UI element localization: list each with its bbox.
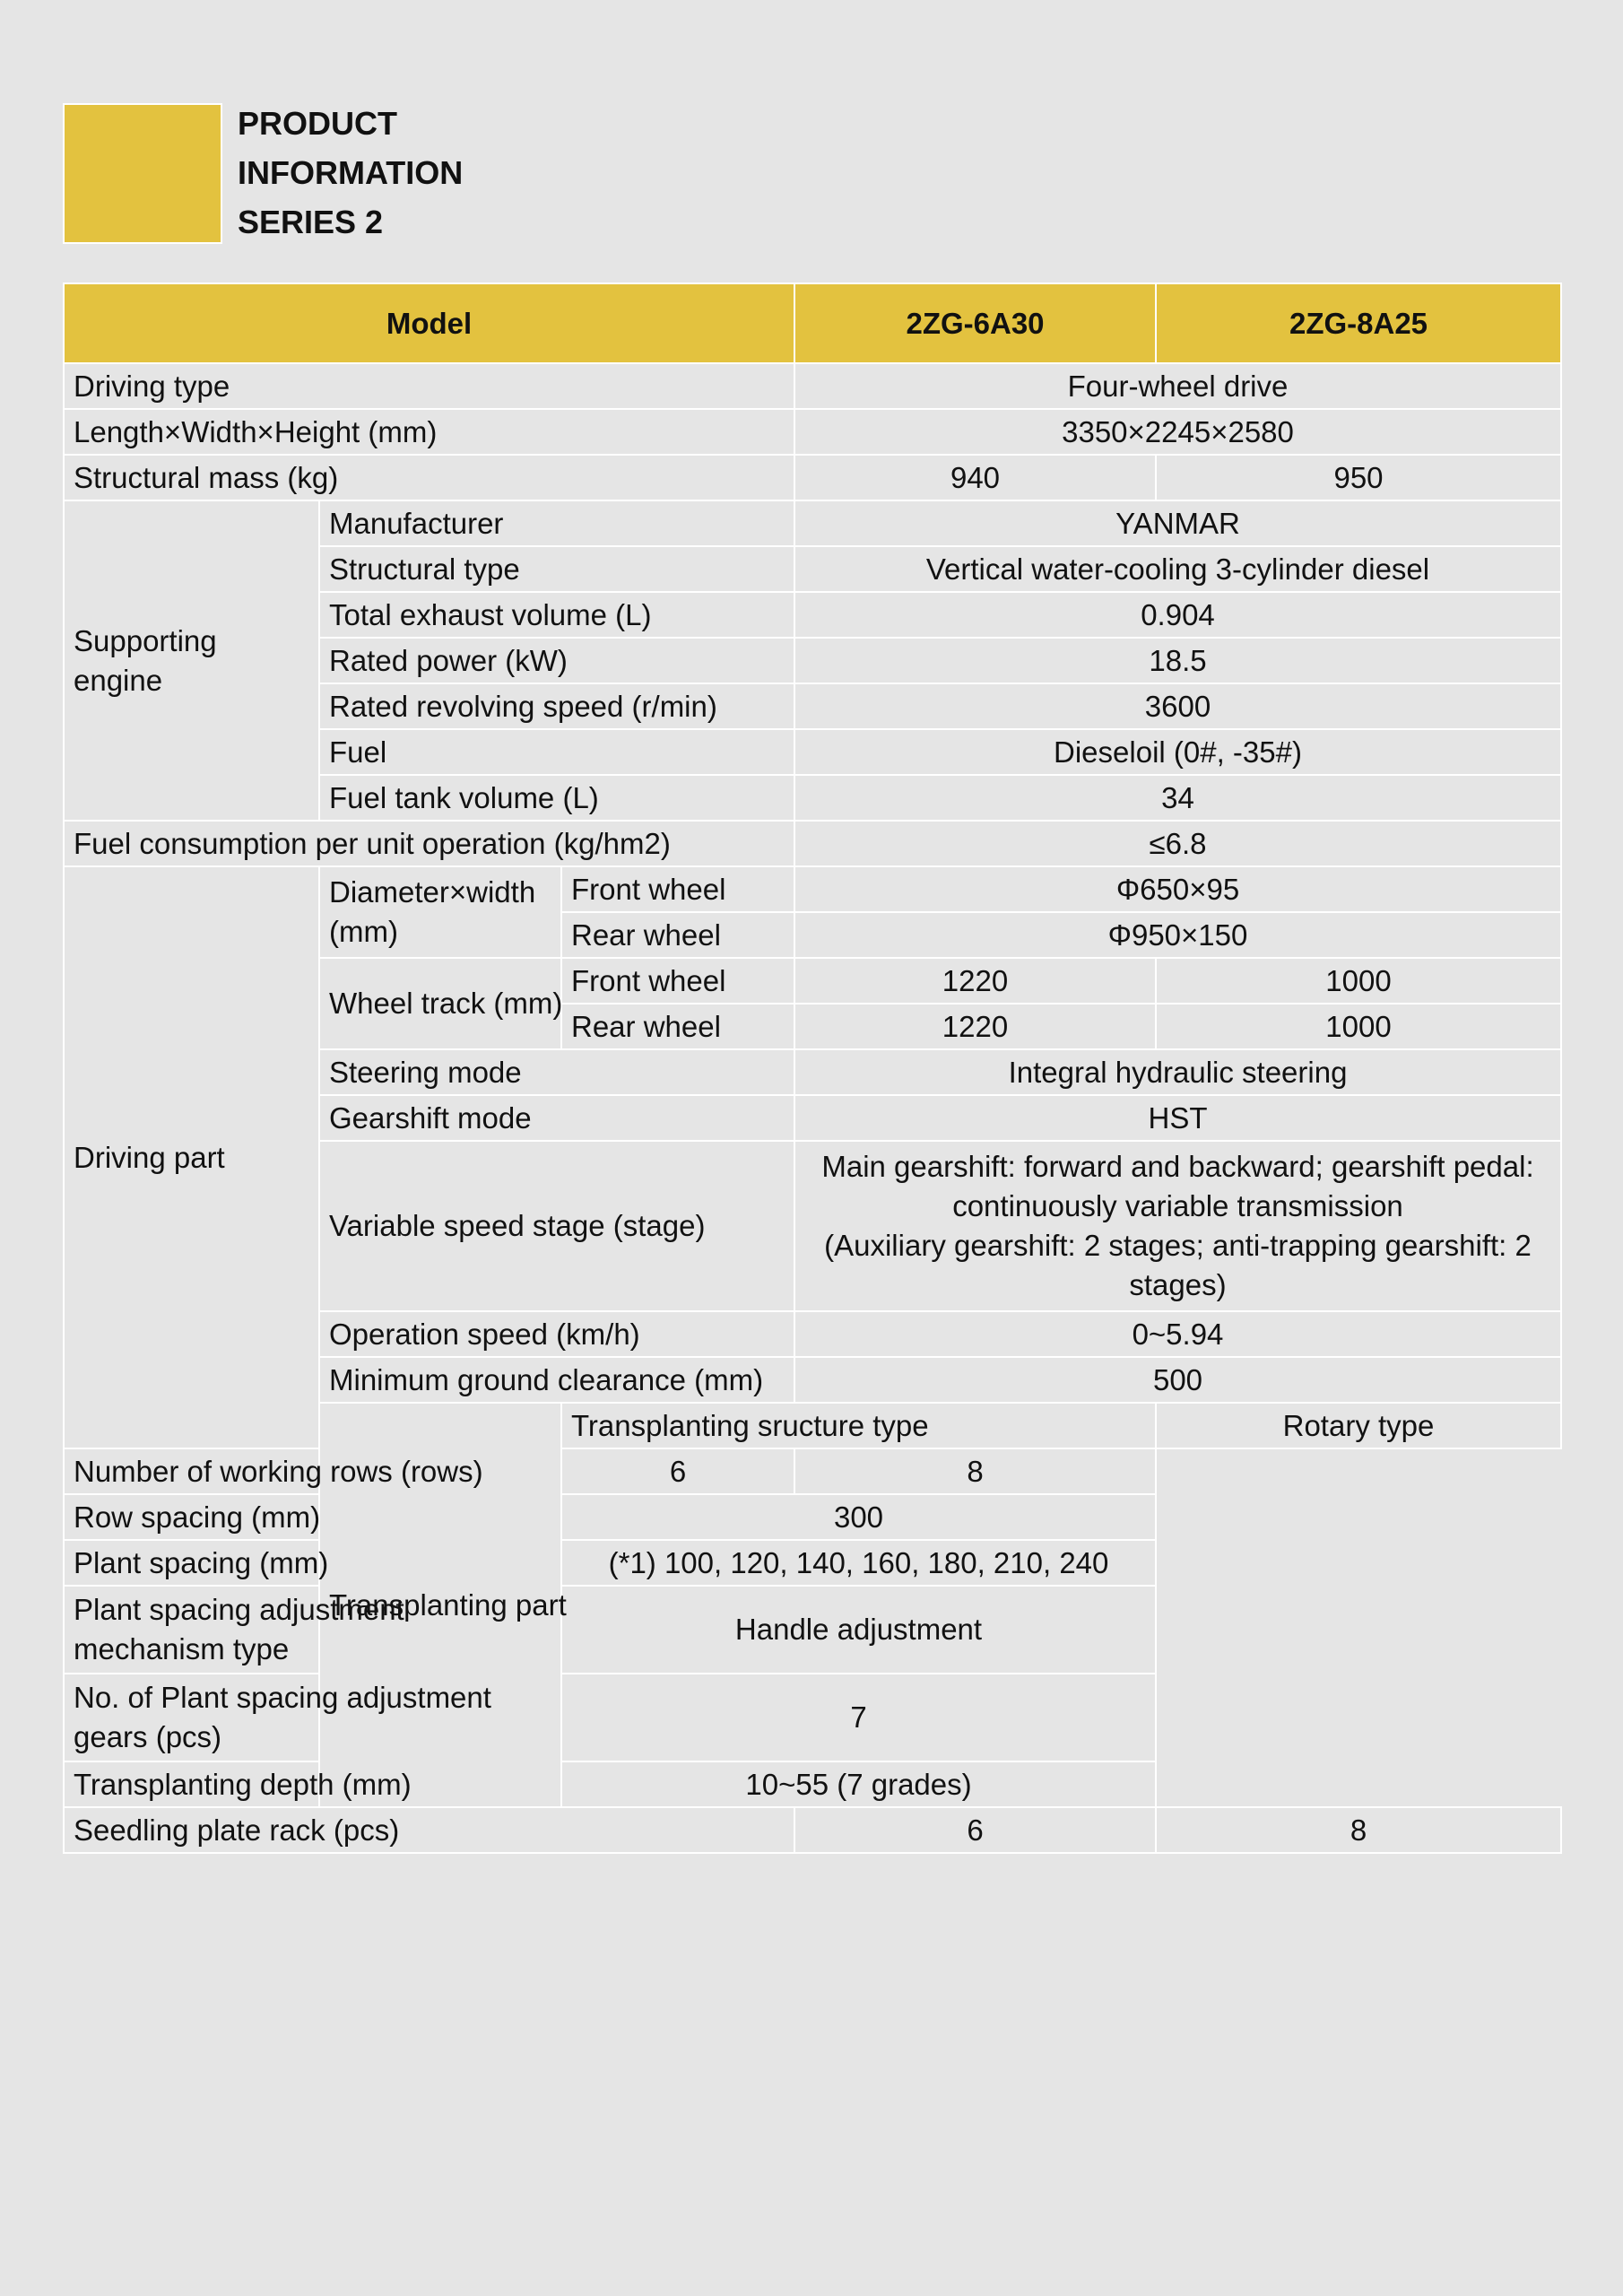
row-label: Steering mode: [319, 1049, 794, 1095]
table-row: [64, 1586, 1561, 1674]
row-value: 7: [561, 1674, 1156, 1761]
row-label: Fuel tank volume (L): [319, 775, 794, 821]
group-label-engine: Supporting engine: [64, 500, 319, 821]
table-row: [64, 1761, 1561, 1807]
row-value-model-2: 1000: [1156, 958, 1561, 1004]
row-label: Fuel: [319, 729, 794, 775]
table-row: [64, 1674, 1561, 1761]
row-label: Structural type: [319, 546, 794, 592]
table-row: [64, 1807, 1561, 1853]
header-model-2: 2ZG-8A25: [1156, 283, 1561, 363]
row-label: Front wheel: [561, 866, 794, 912]
row-label: No. of Plant spacing adjustment gears (pcs): [64, 1674, 561, 1761]
row-value-model-1: 6: [561, 1448, 794, 1494]
row-value: Rotary type: [1156, 1403, 1561, 1448]
row-label: Seedling plate rack (pcs): [64, 1807, 794, 1853]
table-row: [64, 500, 1561, 546]
title-line-3: SERIES 2: [238, 204, 384, 240]
table-row: [64, 1540, 1561, 1586]
row-value: 18.5: [794, 638, 1561, 683]
row-value: Φ650×95: [794, 866, 1561, 912]
row-value: Vertical water-cooling 3-cylinder diesel: [794, 546, 1561, 592]
table-header-row: [64, 283, 1561, 363]
header-color-block: [63, 103, 222, 244]
row-value: 500: [794, 1357, 1561, 1403]
row-value: 0.904: [794, 592, 1561, 638]
row-label: Rear wheel: [561, 912, 794, 958]
variable-speed-line-1: Main gearshift: forward and backward; gearshift pedal: continuously variable transmission: [821, 1150, 1534, 1222]
table-row: [64, 409, 1561, 455]
row-value: Integral hydraulic steering: [794, 1049, 1561, 1095]
row-value: Dieseloil (0#, -35#): [794, 729, 1561, 775]
row-label: Variable speed stage (stage): [319, 1141, 794, 1311]
row-value-model-1: 940: [794, 455, 1156, 500]
row-label: Rated power (kW): [319, 638, 794, 683]
table-row: [64, 363, 1561, 409]
row-label: Plant spacing adjustment mechanism type: [64, 1586, 561, 1674]
row-label: Structural mass (kg): [64, 455, 794, 500]
row-label: Row spacing (mm): [64, 1494, 561, 1540]
row-label: Rated revolving speed (r/min): [319, 683, 794, 729]
row-label: Length×Width×Height (mm): [64, 409, 794, 455]
table-row: [64, 455, 1561, 500]
row-value-model-2: 1000: [1156, 1004, 1561, 1049]
table-row: [64, 1448, 1561, 1494]
row-value: [794, 1141, 1561, 1311]
row-value: Handle adjustment: [561, 1586, 1156, 1674]
variable-speed-line-2: (Auxiliary gearshift: 2 stages; anti-trapping gearshift: 2 stages): [824, 1229, 1532, 1301]
spec-table: [63, 283, 1562, 1854]
row-value: 10~55 (7 grades): [561, 1761, 1156, 1807]
group-label-driving: Driving part: [64, 866, 319, 1448]
table-row: [64, 821, 1561, 866]
row-label: Driving type: [64, 363, 794, 409]
row-value-model-2: 950: [1156, 455, 1561, 500]
title-line-2: INFORMATION: [238, 154, 464, 191]
row-value-model-1: 1220: [794, 1004, 1156, 1049]
table-row: [64, 1494, 1561, 1540]
header-model: Model: [64, 283, 794, 363]
row-value-model-1: 1220: [794, 958, 1156, 1004]
row-label: Transplanting sructure type: [561, 1403, 1156, 1448]
row-value: (*1) 100, 120, 140, 160, 180, 210, 240: [561, 1540, 1156, 1586]
row-value: 3600: [794, 683, 1561, 729]
row-label: Minimum ground clearance (mm): [319, 1357, 794, 1403]
row-value: Φ950×150: [794, 912, 1561, 958]
row-value: 0~5.94: [794, 1311, 1561, 1357]
title-line-1: PRODUCT: [238, 105, 397, 142]
sub-label-track: Wheel track (mm): [319, 958, 561, 1049]
row-value: YANMAR: [794, 500, 1561, 546]
sub-label-diameter: Diameter×width (mm): [319, 866, 561, 958]
group-label-transplanting: Transplanting part: [319, 1403, 561, 1807]
table-row: [64, 866, 1561, 912]
page-title: [238, 99, 463, 247]
row-label: Plant spacing (mm): [64, 1540, 561, 1586]
row-label: Rear wheel: [561, 1004, 794, 1049]
row-label: Fuel consumption per unit operation (kg/hm2): [64, 821, 794, 866]
row-label: Operation speed (km/h): [319, 1311, 794, 1357]
row-value: 3350×2245×2580: [794, 409, 1561, 455]
row-value: 34: [794, 775, 1561, 821]
row-label: Front wheel: [561, 958, 794, 1004]
row-value: HST: [794, 1095, 1561, 1141]
row-value: Four-wheel drive: [794, 363, 1561, 409]
row-label: Transplanting depth (mm): [64, 1761, 561, 1807]
row-value: 300: [561, 1494, 1156, 1540]
header-model-1: 2ZG-6A30: [794, 283, 1156, 363]
row-value-model-2: 8: [1156, 1807, 1561, 1853]
row-label: Total exhaust volume (L): [319, 592, 794, 638]
row-value: ≤6.8: [794, 821, 1561, 866]
row-label: Gearshift mode: [319, 1095, 794, 1141]
row-label: Number of working rows (rows): [64, 1448, 561, 1494]
row-value-model-1: 6: [794, 1807, 1156, 1853]
row-value-model-2: 8: [794, 1448, 1156, 1494]
row-label: Manufacturer: [319, 500, 794, 546]
